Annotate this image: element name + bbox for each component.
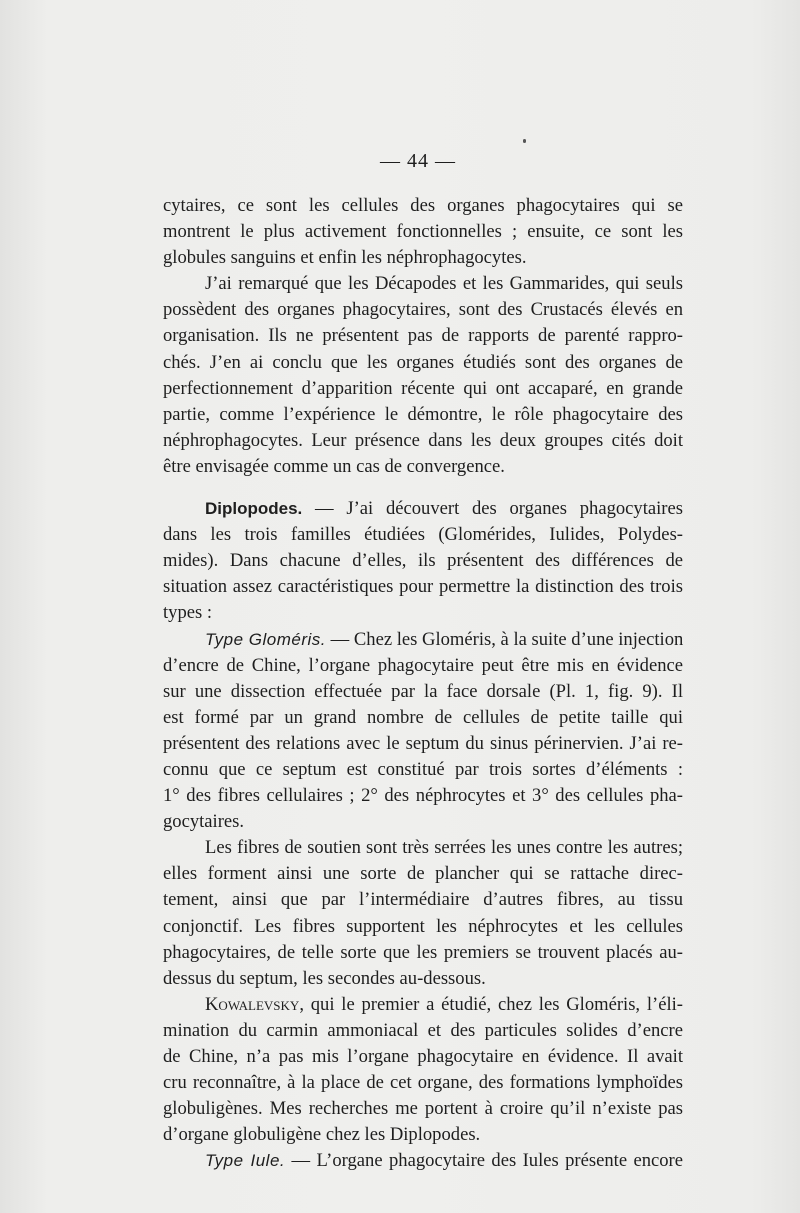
text-run: — Chez les Gloméris, à la suite d’une injection <box>326 628 684 650</box>
text-line: tement, ainsi que par l’intermédiaire d’autres fibres, au tissu <box>163 889 683 911</box>
text-line: de Chine, n’a pas mis l’organe phagocytaire en évidence. Il avait <box>163 1046 683 1067</box>
paragraph-fibres <box>163 835 683 992</box>
text-run: , qui le premier a étudié, chez les Gloméris, l’éli- <box>299 993 683 1015</box>
text-line: montrent le plus activement fonctionnelles ; ensuite, ce sont les <box>163 221 683 243</box>
text-run: — L’organe phagocytaire des Iules présente encore <box>285 1150 684 1172</box>
text-run: — J’ai découvert des organes phagocytaires <box>302 498 683 520</box>
text-line: perfectionnement d’apparition récente qui ont accaparé, en grande <box>163 377 683 399</box>
text-line: elles forment ainsi une sorte de plancher qui se rattache direc- <box>163 863 683 885</box>
text-line: cru reconnaître, à la place de cet organe, des formations lymphoïdes <box>163 1072 683 1094</box>
text-line: types : <box>163 602 213 624</box>
text-line <box>163 1148 683 1174</box>
text-line: d’encre de Chine, l’organe phagocytaire peut être mis en évidence <box>163 654 683 676</box>
text-line: partie, comme l’expérience le démontre, le rôle phagocytaire des <box>163 403 683 425</box>
author-name: Kowalevsky <box>205 993 300 1015</box>
text-line <box>163 627 683 653</box>
ink-speck <box>523 139 526 143</box>
text-line: chés. J’en ai conclu que les organes étudiés sont des organes de <box>163 351 683 373</box>
section-heading: Diplopodes. <box>205 499 303 519</box>
text-line: organisation. Ils ne présentent pas de rapports de parenté rappro- <box>163 325 683 347</box>
page-number: — 44 — <box>380 150 456 172</box>
text-line: être envisagée comme un cas de convergence. <box>163 455 505 477</box>
text-line: 1° des fibres cellulaires ; 2° des néphrocytes et 3° des cellules pha- <box>163 785 683 807</box>
text-line: globuligènes. Mes recherches me portent à croire qu’il n’existe pas <box>163 1098 683 1120</box>
text-line: d’organe globuligène chez les Diplopodes. <box>163 1124 481 1146</box>
body-text <box>163 193 683 1174</box>
paragraph-type-glomeris <box>163 627 683 836</box>
text-line <box>163 992 683 1018</box>
type-label: Type Iule. <box>205 1151 286 1171</box>
text-line: présentent des relations avec le septum du sinus périnervien. J’ai re- <box>163 732 683 754</box>
text-line: phagocytaires, de telle sorte que les premiers se trouvent placés au- <box>163 941 683 963</box>
text-line: cytaires, ce sont les cellules des organes phagocytaires qui se <box>163 195 683 216</box>
text-line: connu que ce septum est constitué par trois sortes d’éléments : <box>163 758 683 780</box>
paragraph-type-iule <box>163 1148 683 1174</box>
text-line: conjonctif. Les fibres supportent les néphrocytes et les cellules <box>163 915 683 937</box>
paragraph-crustaces <box>163 271 683 480</box>
text-line: dessus du septum, les secondes au-dessous. <box>163 967 486 989</box>
text-line: J’ai remarqué que les Décapodes et les Gammarides, qui seuls <box>205 273 683 295</box>
text-line: globules sanguins et enfin les néphrophagocytes. <box>163 247 527 269</box>
text-line <box>163 496 683 522</box>
text-line: mination du carmin ammoniacal et des particules solides d’encre <box>163 1019 683 1041</box>
type-label: Type Gloméris. <box>205 629 326 649</box>
text-line: gocytaires. <box>163 811 245 833</box>
text-line: situation assez caractéristiques pour permettre la distinction des trois <box>163 576 683 598</box>
text-line: néphrophagocytes. Leur présence dans les deux groupes cités doit <box>163 429 683 451</box>
text-line: Les fibres de soutien sont très serrées les unes contre les autres; <box>205 837 683 859</box>
paragraph-kowalevsky <box>163 992 683 1149</box>
paragraph-diplopodes <box>163 496 683 626</box>
paragraph-continuation <box>163 193 683 271</box>
text-line: dans les trois familles étudiées (Glomérides, Iulides, Polydes- <box>163 524 683 546</box>
text-line: possèdent des organes phagocytaires, sont des Crustacés élevés en <box>163 299 683 321</box>
text-line: est formé par un grand nombre de cellules de petite taille qui <box>163 706 683 728</box>
text-line: mides). Dans chacune d’elles, ils présentent des différences de <box>163 550 683 572</box>
text-line: sur une dissection effectuée par la face dorsale (Pl. 1, fig. 9). Il <box>163 680 683 702</box>
